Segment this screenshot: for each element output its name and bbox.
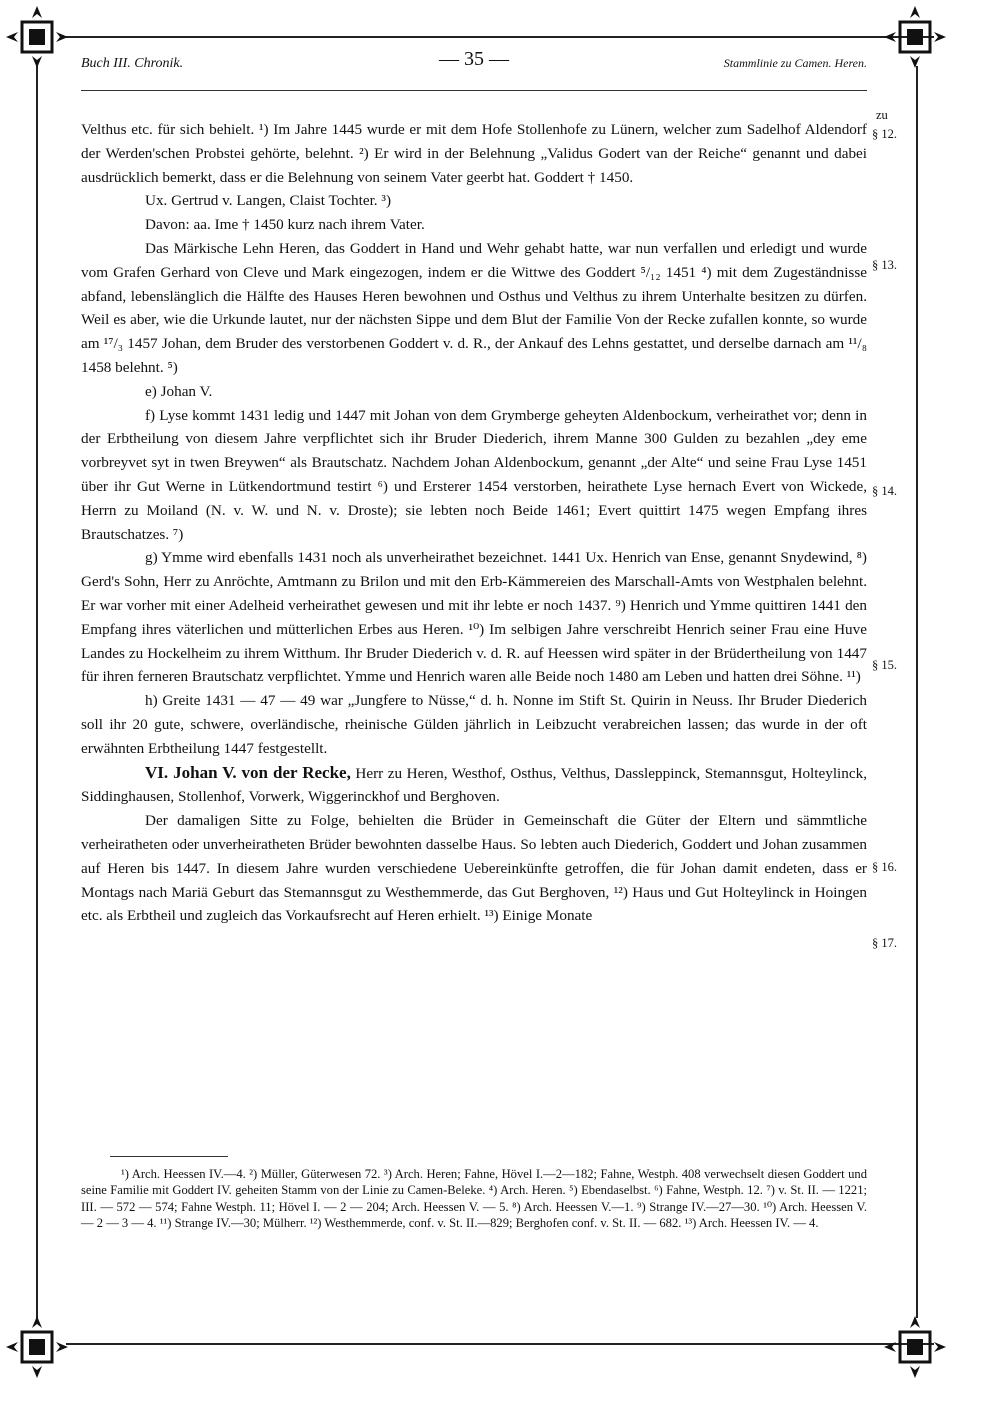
page-number: — 35 — (439, 48, 509, 70)
paragraph-damaligen-sitte: Der damaligen Sitte zu Folge, behielten die Brüder in Gemeinschaft die Güter der Eltern und sämmtliche verheiratheten oder unverheiratheten Brüder bewohnten dasselbe Haus. So lebten auch Diederich, Goddert und Johan zusammen auf Heren bis 1447. In diesem Jahre wurden verschiedene Uebereinkünfte getroffen, die für Johan damit endeten, dass er Montags nach Mariä Geburt das Stemannsgut zu Westhemmerde, das Gut Berghoven, ¹²) Haus und Gut Holteylinck in Hoingen etc. als Erbtheil und zugleich das Vorkaufsrecht auf Heren erhielt. ¹³) Einige Monate (81, 812, 867, 925)
paragraph-davon-ime: Davon: aa. Ime † 1450 kurz nach ihrem Vater. (145, 216, 425, 234)
margin-note-s12: § 12. (872, 127, 897, 141)
running-header (81, 48, 867, 78)
corner-ornament-top-right (882, 4, 948, 70)
paragraph-johan-v: e) Johan V. (145, 382, 213, 400)
footnote-text: ¹) Arch. Heessen IV.—4. ²) Müller, Güterwesen 72. ³) Arch. Heren; Fahne, Hövel I.—2—182; Fahne, Westph. 408 verwechselt diesen Goddert und seine Familie mit Goddert IV. geheiten Stamm von der Linie zu Camen-Beleke. ⁴) Arch. Heren. ⁵) Ebendaselbst. ⁶) Fahne, Westph. 12. ⁷) v. St. II. — 1221; III. — 572 — 574; Fahne Westph. 11; Hövel I. — 2 — 204; Arch. Heessen V. — 5. ⁸) Arch. Heessen V.—1. ⁹) Strange IV.—27—30. ¹⁰) Arch. Heessen V. — 2 — 3 — 4. ¹¹) Strange IV.—30; Mülherr. ¹²) Westhemmerde, conf. v. St. II.—829; Berghofen conf. v. St. II. — 682. ¹³) Arch. Heessen IV. — 4. (81, 1167, 867, 1230)
main-text (81, 118, 867, 928)
header-rule (81, 90, 867, 91)
paragraph-ymme: g) Ymme wird ebenfalls 1431 noch als unverheirathet bezeichnet. 1441 Ux. Henrich van Ense, genannt Snydewind, ⁸) Gerd's Sohn, Herr zu Anröchte, Amtmann zu Brilon und mit den Erb-Kämmereien des Marschall-Amts von Westphalen belehnt. Er war vorher mit einer Adelheid verheirathet gewesen und mit ihr lebte er noch 1437. ⁹) Henrich und Ymme quittiren 1441 den Empfang ihres väterlichen und mütterlichen Erbes aus Heren. ¹⁰) Im selbigen Jahre verschreibt Henrich seiner Frau eine Huve Landes zu Hockelheim zu ihrem Witthum. Ihr Bruder Diederich v. d. R. auf Heessen wird später in der Brüdertheilung von 1447 für ihren ferneren Brautschatz verpflichtet. Ymme und Henrich waren alle Beide noch 1480 am Leben und hatten drei Söhne. ¹¹) (81, 549, 867, 686)
footnote-rule (110, 1156, 228, 1157)
margin-note-s13: § 13. (872, 258, 897, 272)
paragraph-velthus: Velthus etc. für sich behielt. ¹) Im Jahre 1445 wurde er mit dem Hofe Stollenhofe zu Lünern, welcher zum Sadelhof Aldendorf der Werden'schen Probstei gehörte, belehnt. ²) Er wird in der Belehnung „Validus Godert van der Reiche“ genannt und dabei ausdrücklich bemerkt, dass er die Belehnung von seinem Vater geerbt hat. Goddert † 1450. (81, 121, 867, 186)
paragraph-lehn-heren: Das Märkische Lehn Heren, das Goddert in Hand und Wehr gehabt hatte, war nun verfallen und erledigt und wurde vom Grafen Gerhard von Cleve und Mark eingezogen, indem er die Wittwe des Goddert ⁵/₁₂ 1451 ⁴) mit dem Zugeständnisse abfand, lebenslänglich die Hälfte des Hauses Heren bewohnen und Osthus und Velthus zu ihrem Unterhalte besitzen zu dürfen. Weil es aber, wie die Urkunde lautet, nur der nächsten Sippe und dem Blut der Familie Von der Recke zufallen konnte, so wurde am ¹⁷/₃ 1457 Johan, dem Bruder des verstorbenen Goddert v. d. R., der Ankauf des Lehns gestattet, und derselbe darnach am ¹¹/₈ 1458 belehnt. ⁵) (81, 239, 867, 376)
margin-note-s15: § 15. (872, 658, 897, 672)
corner-ornament-bottom-left (4, 1314, 70, 1380)
footnotes (81, 1166, 867, 1231)
corner-ornament-top-left (4, 4, 70, 70)
corner-ornament-bottom-right (882, 1314, 948, 1380)
frame-left-line (36, 66, 38, 1318)
frame-bottom-line (66, 1343, 934, 1345)
section-vi-properties: Herr zu Heren, Westhof, Osthus, Velthus, Dassleppinck, Stemannsgut, Holteylinck, Siddinghausen, Stollenhof, Vorwerk, Wiggerinckhof und Berghoven. (81, 764, 867, 806)
paragraph-ux-gertrud: Ux. Gertrud v. Langen, Claist Tochter. ³) (145, 192, 392, 210)
margin-note-s16: § 16. (872, 860, 897, 874)
header-book-title: Buch III. Chronik. (81, 56, 184, 71)
margin-note-s17: § 17. (872, 936, 897, 950)
margin-note-zu: zu (876, 108, 888, 122)
frame-right-line (916, 66, 918, 1318)
frame-top-line (66, 36, 934, 38)
section-heading-johan-v: VI. Johan V. von der Recke, (145, 762, 351, 782)
margin-note-s14: § 14. (872, 484, 897, 498)
header-section-title: Stammlinie zu Camen. Heren. (723, 56, 867, 70)
paragraph-greite: h) Greite 1431 — 47 — 49 war „Jungfere to Nüsse,“ d. h. Nonne im Stift St. Quirin in Neuss. Ihr Bruder Diederich soll ihr 20 gute, schwere, overländische, rheinische Gülden jährlich in Leibzucht verabreichen lassen; das wurde in der oft erwähnten Erbtheilung 1447 festgestellt. (81, 692, 867, 757)
paragraph-lyse: f) Lyse kommt 1431 ledig und 1447 mit Johan von dem Grymberge geheyten Aldenbockum, verheirathet vor; denn in der Erbtheilung von diesem Jahre verpflichtet sich ihr Bruder Diederich, ihrem Manne 300 Gulden zu bezahlen „dey eme vorbreyvet syt in twen Breywen“ als Brautschatz. Nachdem Johan Aldenbockum, genannt „der Alte“ und seine Frau Lyse 1451 über ihr Gut Werne in Lütkendortmund testirt ⁶) und Ersterer 1454 verstorben, heirathete Lyse hernach Evert von Wickede, Herrn zu Moiland (N. v. W. und N. v. Droste); sie lebten noch Beide 1461; Evert quittirt 1475 wegen Empfang ihres Brautschatzes. ⁷) (81, 406, 867, 543)
paragraph-section-vi (81, 761, 867, 810)
